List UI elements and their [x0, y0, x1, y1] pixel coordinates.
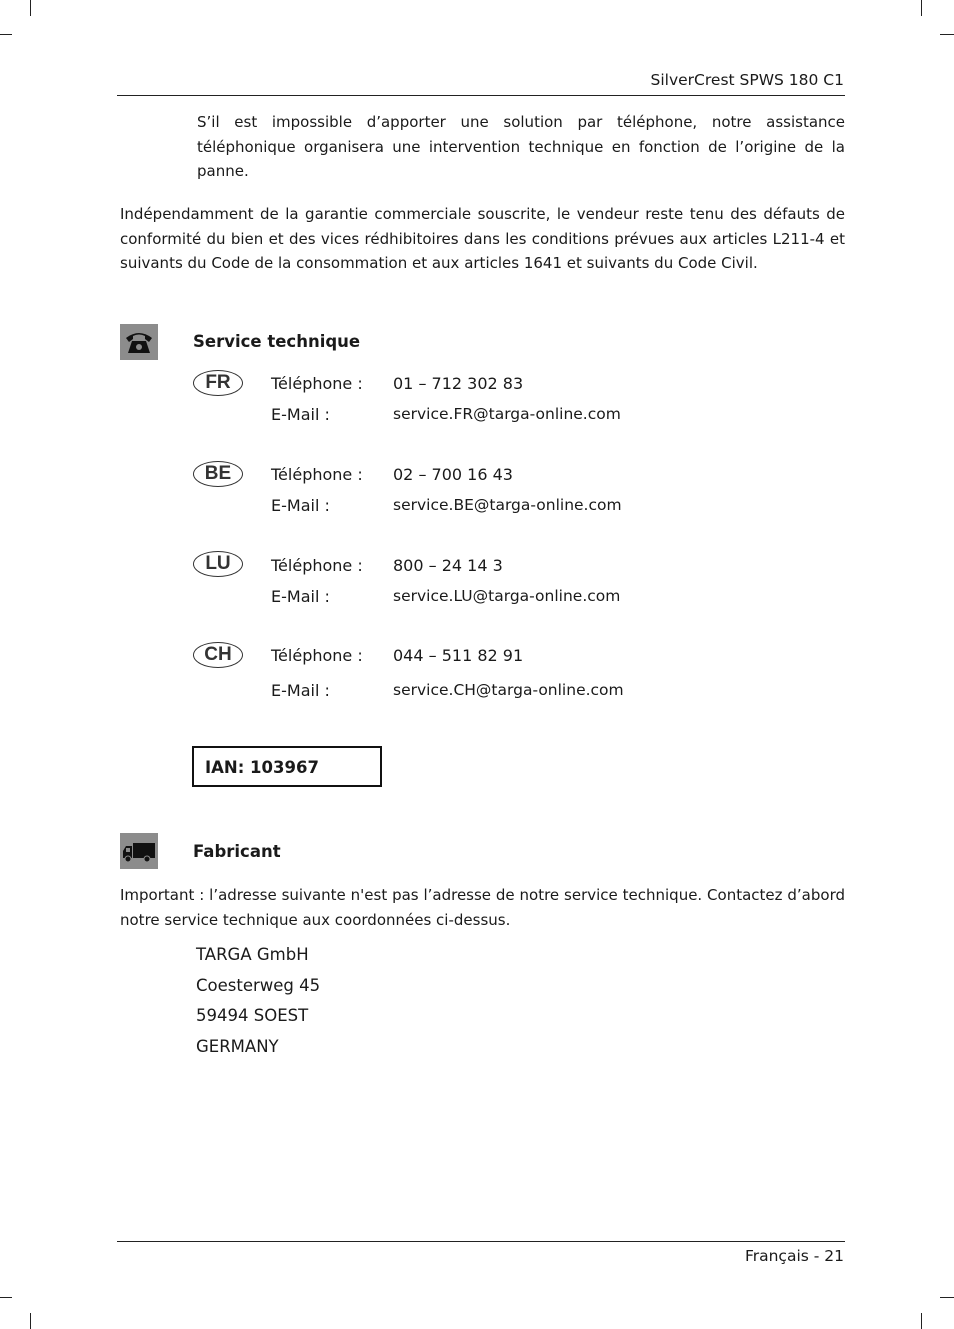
- email-ch: service.CH@targa-online.com: [393, 681, 624, 699]
- country-badge-lu: LU: [193, 551, 243, 577]
- address-line-country: GERMANY: [196, 1037, 279, 1056]
- country-badge-be: BE: [193, 461, 243, 487]
- phone-number-fr: 01 – 712 302 83: [393, 374, 524, 393]
- address-line-company: TARGA GmbH: [196, 945, 309, 964]
- email-label: E-Mail :: [271, 681, 330, 700]
- address-line-city: 59494 SOEST: [196, 1006, 309, 1025]
- email-fr: service.FR@targa-online.com: [393, 405, 621, 423]
- phone-label: Téléphone :: [271, 556, 363, 575]
- telephone-icon: [120, 324, 158, 360]
- footer-rule: [117, 1241, 845, 1242]
- header-rule: [117, 95, 845, 96]
- email-label: E-Mail :: [271, 405, 330, 424]
- crop-mark: [0, 34, 12, 35]
- email-lu: service.LU@targa-online.com: [393, 587, 621, 605]
- phone-number-ch: 044 – 511 82 91: [393, 646, 524, 665]
- email-be: service.BE@targa-online.com: [393, 496, 622, 514]
- crop-mark: [940, 1297, 954, 1298]
- manufacturer-heading: Fabricant: [193, 842, 281, 861]
- crop-mark: [921, 0, 922, 16]
- crop-mark: [921, 1313, 922, 1329]
- country-badge-ch: CH: [193, 642, 243, 668]
- phone-label: Téléphone :: [271, 465, 363, 484]
- phone-label: Téléphone :: [271, 374, 363, 393]
- address-line-street: Coesterweg 45: [196, 976, 321, 995]
- email-label: E-Mail :: [271, 496, 330, 515]
- crop-mark: [0, 1297, 12, 1298]
- page-footer-number: Français - 21: [744, 1247, 844, 1265]
- phone-number-lu: 800 – 24 14 3: [393, 556, 503, 575]
- email-label: E-Mail :: [271, 587, 330, 606]
- crop-mark: [30, 1313, 31, 1329]
- service-heading: Service technique: [193, 332, 361, 351]
- paragraph-intro-2: Indépendamment de la garantie commerciale souscrite, le vendeur reste tenu des défauts de conformité du bien et des vices rédhibitoires dans les conditions prévues aux articles L211-4 et suivants du Code de la consommation et aux articles 1641 et suivants du Code Civil.: [120, 205, 845, 272]
- country-badge-fr: FR: [193, 370, 243, 396]
- truck-icon: [120, 833, 158, 869]
- page-header-title: SilverCrest SPWS 180 C1: [650, 71, 844, 89]
- paragraph-intro-1: S’il est impossible d’apporter une solution par téléphone, notre assistance téléphonique organisera une intervention technique en fonction de l’origine de la panne.: [197, 113, 845, 180]
- phone-number-be: 02 – 700 16 43: [393, 465, 513, 484]
- manufacturer-note: Important : l’adresse suivante n'est pas l’adresse de notre service technique. Contactez d’abord notre service technique aux coordonnées ci-dessus.: [120, 886, 845, 929]
- crop-mark: [30, 0, 31, 16]
- ian-box: IAN: 103967: [192, 746, 382, 787]
- crop-mark: [940, 34, 954, 35]
- phone-label: Téléphone :: [271, 646, 363, 665]
